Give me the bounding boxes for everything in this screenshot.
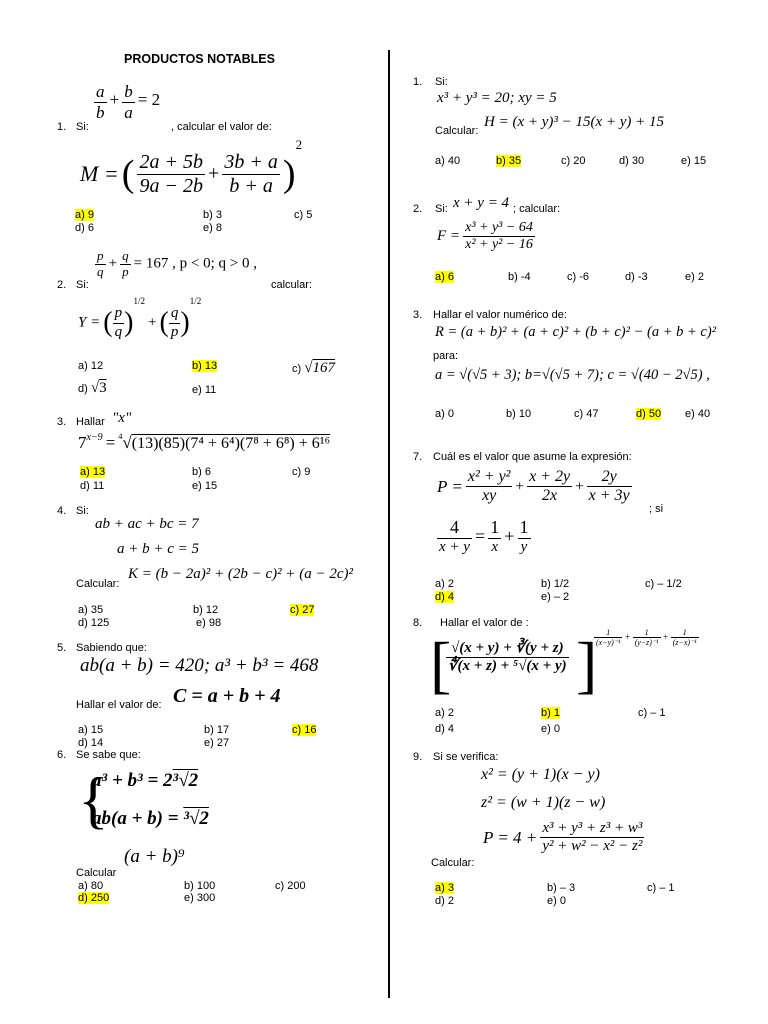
p2-option-d[interactable]: d) √3 [78, 380, 107, 396]
p1-option-e[interactable]: e) 8 [203, 222, 222, 234]
r2-expression: F = $\frac{\text{x³ + y³ − 64}}{\text{x² + y² − 16}}$ [437, 220, 533, 253]
p1-option-d[interactable]: d) 6 [75, 222, 94, 234]
r8-option-e[interactable]: e) 0 [541, 723, 560, 735]
p1-option-c[interactable]: c) 5 [294, 209, 313, 221]
p6-option-e[interactable]: e) 300 [184, 892, 216, 904]
r8-exponent: $\frac{1}{\text{(x−y)⁻¹}}$ + $\frac{1}{\text{(y−z)⁻¹}}$ + $\frac{1}{\text{(z−x)⁻¹}}$ [596, 628, 697, 648]
r2-option-c[interactable]: c) -6 [567, 271, 589, 283]
r9-number: 9. [413, 751, 423, 763]
p6-option-b[interactable]: b) 100 [184, 880, 216, 892]
p5-option-d[interactable]: d) 14 [78, 737, 104, 749]
p4-calc-label: Calcular: [76, 578, 120, 590]
r1-number: 1. [413, 76, 423, 88]
p5-option-b[interactable]: b) 17 [204, 724, 230, 736]
p3-intro: Hallar [76, 416, 105, 428]
r7-option-d[interactable]: d) 4 [435, 591, 454, 603]
r7-option-a[interactable]: a) 2 [435, 578, 454, 590]
page-title: PRODUCTOS NOTABLES [124, 52, 275, 66]
r1-intro: Si: [435, 76, 448, 88]
p1-number: 1. [57, 121, 67, 133]
p1-option-b[interactable]: b) 3 [203, 209, 222, 221]
r2-option-e[interactable]: e) 2 [685, 271, 704, 283]
r7-si: ; si [649, 503, 664, 515]
p3-option-e[interactable]: e) 15 [192, 480, 218, 492]
r2-text: ; calcular: [513, 203, 561, 215]
r3-option-c[interactable]: c) 47 [574, 408, 599, 420]
r7-option-c[interactable]: c) – 1/2 [645, 578, 682, 590]
r9-option-c[interactable]: c) – 1 [647, 882, 675, 894]
p2-expression: Y = ( $\frac{p}{q}$ )$^{1/2}$ + ( $\frac{q}{p}$ )$^{1/2}$ [78, 296, 202, 340]
p5-option-c[interactable]: c) 16 [292, 724, 317, 736]
p5-text: Hallar el valor de: [76, 699, 162, 711]
r9-option-e[interactable]: e) 0 [547, 895, 566, 907]
r3-values: a = √(√5 + 3); b=√(√5 + 7); c = √(40 − 2√5) , [435, 367, 710, 383]
p3-option-c[interactable]: c) 9 [292, 466, 311, 478]
r3-option-e[interactable]: e) 40 [685, 408, 711, 420]
r1-option-b[interactable]: b) 35 [496, 155, 522, 167]
r3-expression: R = (a + b)² + (a + c)² + (b + c)² − (a + b + c)² [435, 324, 716, 340]
p2-option-b[interactable]: b) 13 [192, 360, 218, 372]
r7-option-b[interactable]: b) 1/2 [541, 578, 570, 590]
p2-option-a[interactable]: a) 12 [78, 360, 104, 372]
p5-number: 5. [57, 642, 67, 654]
r8-option-a[interactable]: a) 2 [435, 707, 454, 719]
r8-option-c[interactable]: c) – 1 [638, 707, 666, 719]
r1-expression: H = (x + y)³ − 15(x + y) + 15 [484, 114, 665, 130]
r8-number: 8. [413, 617, 423, 629]
r1-option-a[interactable]: a) 40 [435, 155, 461, 167]
p5-option-e[interactable]: e) 27 [204, 737, 230, 749]
r1-calc-label: Calcular: [435, 125, 479, 137]
r9-intro: Si se verifica: [433, 751, 499, 763]
p6-calc-label: Calcular [76, 867, 117, 879]
p4-eq2: a + b + c = 5 [117, 541, 200, 557]
p4-option-e[interactable]: e) 98 [196, 617, 222, 629]
r8-fraction: $\frac{√(x + y) + ∛(y + z)}{\text{∜(x + z) + ⁵√(x + y)}}$ [448, 640, 567, 675]
p2-option-e[interactable]: e) 11 [192, 384, 217, 396]
p4-number: 4. [57, 505, 67, 517]
p3-variable: "x" [112, 410, 132, 426]
r2-option-d[interactable]: d) -3 [625, 271, 648, 283]
p5-equation: ab(a + b) = 420; a³ + b³ = 468 [80, 655, 319, 676]
p4-option-b[interactable]: b) 12 [193, 604, 219, 616]
r7-condition: $\frac{4}{x + y}$ = $\frac{1}{x}$ + $\frac{1}{y}$ [439, 517, 529, 555]
p2-option-c[interactable]: c) √167 [292, 360, 335, 376]
r8-option-d[interactable]: d) 4 [435, 723, 454, 735]
p6-eq1: a³ + b³ = 2³√2 [92, 770, 199, 791]
p4-intro: Si: [76, 505, 89, 517]
p3-option-d[interactable]: d) 11 [80, 480, 105, 492]
r7-option-e[interactable]: e) – 2 [541, 591, 570, 603]
p3-number: 3. [57, 416, 67, 428]
r9-option-d[interactable]: d) 2 [435, 895, 454, 907]
r1-option-d[interactable]: d) 30 [619, 155, 645, 167]
p6-option-c[interactable]: c) 200 [275, 880, 306, 892]
p6-option-a[interactable]: a) 80 [78, 880, 104, 892]
r7-number: 7. [413, 451, 423, 463]
p6-intro: Se sabe que: [76, 749, 141, 761]
r2-option-a[interactable]: a) 6 [435, 271, 454, 283]
p1-condition: $\frac{a}{b}$ + $\frac{b}{a}$ = 2 [96, 82, 161, 122]
p2-intro: Si: [76, 279, 89, 291]
p5-intro: Sabiendo que: [76, 642, 147, 654]
p3-option-a[interactable]: a) 13 [80, 466, 106, 478]
p2-text: calcular: [271, 279, 312, 291]
p1-intro: Si: [76, 121, 89, 133]
r1-option-e[interactable]: e) 15 [681, 155, 707, 167]
r3-option-d[interactable]: d) 50 [636, 408, 662, 420]
r3-option-b[interactable]: b) 10 [506, 408, 532, 420]
p6-option-d[interactable]: d) 250 [78, 892, 110, 904]
r1-equation: x³ + y³ = 20; xy = 5 [437, 90, 557, 106]
p5-expression: C = a + b + 4 [173, 685, 281, 707]
r2-condition: x + y = 4 [453, 195, 510, 211]
p2-condition: $\frac{p}{q}$ + $\frac{q}{p}$ = 167 , p < 0; q > 0 , [97, 248, 257, 279]
column-separator [388, 50, 390, 998]
p2-number: 2. [57, 279, 67, 291]
r7-intro: Cuál es el valor que asume la expresión: [433, 451, 632, 463]
p6-eq2: ab(a + b) = ³√2 [92, 808, 209, 829]
r7-expression: P = $\frac{\text{x² + y²}}{xy}$ + $\frac{x + 2y}{2x}$ + $\frac{2y}{x + 3y}$ [437, 468, 630, 505]
p4-eq1: ab + ac + bc = 7 [95, 516, 199, 532]
r8-intro: Hallar el valor de : [440, 617, 529, 629]
r3-option-a[interactable]: a) 0 [435, 408, 454, 420]
r9-option-b[interactable]: b) – 3 [547, 882, 576, 894]
r2-option-b[interactable]: b) -4 [508, 271, 531, 283]
p1-text: , calcular el valor de: [171, 121, 272, 133]
p6-expression: (a + b)⁹ [124, 846, 185, 867]
r1-option-c[interactable]: c) 20 [561, 155, 586, 167]
r3-para: para: [433, 350, 459, 362]
r8-option-b[interactable]: b) 1 [541, 707, 560, 719]
r2-intro: Si: [435, 203, 448, 215]
p3-option-b[interactable]: b) 6 [192, 466, 211, 478]
p5-option-a[interactable]: a) 15 [78, 724, 104, 736]
r3-intro: Hallar el valor numérico de: [433, 309, 567, 321]
r9-eq1: x² = (y + 1)(x − y) [481, 766, 600, 783]
r9-eq2: z² = (w + 1)(z − w) [481, 794, 606, 811]
r2-number: 2. [413, 203, 423, 215]
p3-equation: $7^{x-9} = ^4√(13)(85)(7^4 + 6^4)(7^8 + 6^8) + 6^{16}$ [78, 432, 331, 452]
r3-number: 3. [413, 309, 423, 321]
p4-option-d[interactable]: d) 125 [78, 617, 110, 629]
r8-right-bracket: ] [576, 629, 598, 700]
r8-left-bracket: [ [430, 629, 452, 700]
p6-number: 6. [57, 749, 67, 761]
r9-option-a[interactable]: a) 3 [435, 882, 454, 894]
p6-brace: { [78, 764, 109, 835]
p1-expression: M = ( $\frac{2a + 5b}{9a - 2b}$ + $\frac{3b + a}{b + a}$ )$^2$ [80, 137, 303, 197]
p4-expression: K = (b − 2a)² + (2b − c)² + (a − 2c)² [128, 566, 354, 582]
p4-option-a[interactable]: a) 35 [78, 604, 104, 616]
p1-option-a[interactable]: a) 9 [75, 209, 94, 221]
r9-calc-label: Calcular: [431, 857, 475, 869]
r9-expression: P = 4 + $\frac{\text{x³ + y³ + z³ + w³}}{\text{y² + w² − x² − z²}}$ [483, 820, 643, 855]
p4-option-c[interactable]: c) 27 [290, 604, 315, 616]
